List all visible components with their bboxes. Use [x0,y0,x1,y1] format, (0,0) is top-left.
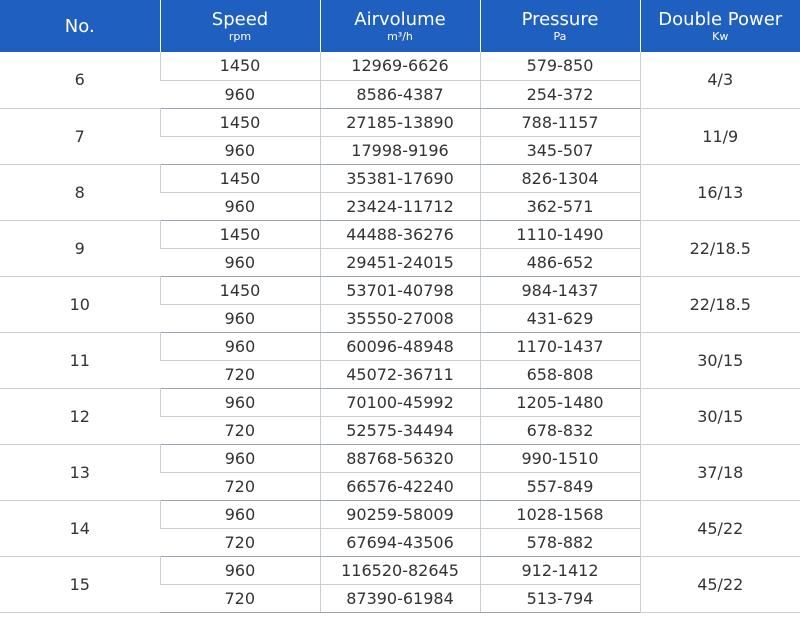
airvolume-cell: 87390-61984 [320,584,480,612]
pressure-cell: 1028-1568 [480,500,640,528]
table-row [0,332,800,360]
power-cell: 37/18 [640,444,800,500]
speed-cell: 720 [160,472,320,500]
pressure-cell: 557-849 [480,472,640,500]
table-row [0,108,800,136]
header-pressure [480,0,640,52]
airvolume-cell: 23424-11712 [320,192,480,220]
airvolume-cell: 12969-6626 [320,52,480,80]
header-speed-label: Speed [211,8,269,30]
airvolume-cell: 66576-42240 [320,472,480,500]
pressure-cell: 678-832 [480,416,640,444]
model-number-cell: 14 [0,500,160,556]
speed-cell: 1450 [160,276,320,304]
speed-cell: 960 [160,304,320,332]
speed-cell: 1450 [160,108,320,136]
airvolume-cell: 52575-34494 [320,416,480,444]
table-header [0,0,800,52]
pressure-cell: 788-1157 [480,108,640,136]
table-row [0,276,800,304]
header-airvolume [320,0,480,52]
header-power-label: Double Power [658,8,783,30]
speed-cell: 720 [160,360,320,388]
power-cell: 22/18.5 [640,276,800,332]
speed-cell: 720 [160,528,320,556]
model-number-cell: 13 [0,444,160,500]
pressure-cell: 431-629 [480,304,640,332]
header-airvolume-label: Airvolume [354,8,446,30]
table-row [0,220,800,248]
pressure-cell: 826-1304 [480,164,640,192]
airvolume-cell: 116520-82645 [320,556,480,584]
power-cell: 30/15 [640,332,800,388]
power-cell: 4/3 [640,52,800,108]
header-power-unit: Kw [712,29,729,43]
pressure-cell: 486-652 [480,248,640,276]
model-number-cell: 7 [0,108,160,164]
table-row [0,556,800,584]
speed-cell: 1450 [160,52,320,80]
header-speed-unit: rpm [228,29,252,43]
model-number-cell: 15 [0,556,160,612]
model-number-cell: 6 [0,52,160,108]
pressure-cell: 579-850 [480,52,640,80]
pressure-cell: 362-571 [480,192,640,220]
speed-cell: 960 [160,192,320,220]
header-no [0,0,160,52]
speed-cell: 720 [160,416,320,444]
table-row [0,164,800,192]
pressure-cell: 254-372 [480,80,640,108]
airvolume-cell: 44488-36276 [320,220,480,248]
pressure-cell: 1110-1490 [480,220,640,248]
pressure-cell: 578-882 [480,528,640,556]
power-cell: 11/9 [640,108,800,164]
pressure-cell: 513-794 [480,584,640,612]
header-airvolume-unit: m³/h [387,29,413,43]
header-pressure-label: Pressure [521,8,599,30]
table-row [0,52,800,80]
speed-cell: 960 [160,444,320,472]
pressure-cell: 990-1510 [480,444,640,472]
speed-cell: 1450 [160,164,320,192]
table-row [0,388,800,416]
table-row [0,500,800,528]
power-cell: 16/13 [640,164,800,220]
header-speed [160,0,320,52]
table-row [0,444,800,472]
header-pressure-unit: Pa [553,29,567,43]
header-no-label: No. [64,15,95,37]
speed-cell: 960 [160,80,320,108]
airvolume-cell: 45072-36711 [320,360,480,388]
airvolume-cell: 17998-9196 [320,136,480,164]
speed-cell: 960 [160,500,320,528]
speed-cell: 1450 [160,220,320,248]
airvolume-cell: 53701-40798 [320,276,480,304]
power-cell: 45/22 [640,500,800,556]
model-number-cell: 11 [0,332,160,388]
speed-cell: 960 [160,136,320,164]
pressure-cell: 1205-1480 [480,388,640,416]
model-number-cell: 8 [0,164,160,220]
pressure-cell: 912-1412 [480,556,640,584]
model-number-cell: 10 [0,276,160,332]
airvolume-cell: 29451-24015 [320,248,480,276]
airvolume-cell: 8586-4387 [320,80,480,108]
power-cell: 30/15 [640,388,800,444]
speed-cell: 960 [160,556,320,584]
airvolume-cell: 67694-43506 [320,528,480,556]
model-number-cell: 9 [0,220,160,276]
pressure-cell: 984-1437 [480,276,640,304]
power-cell: 22/18.5 [640,220,800,276]
speed-cell: 960 [160,248,320,276]
airvolume-cell: 35381-17690 [320,164,480,192]
speed-cell: 720 [160,584,320,612]
power-cell: 45/22 [640,556,800,612]
airvolume-cell: 90259-58009 [320,500,480,528]
airvolume-cell: 60096-48948 [320,332,480,360]
airvolume-cell: 88768-56320 [320,444,480,472]
table-body [0,52,800,612]
speed-cell: 960 [160,388,320,416]
pressure-cell: 345-507 [480,136,640,164]
header-power [640,0,800,52]
header-row [0,0,800,52]
pressure-cell: 658-808 [480,360,640,388]
airvolume-cell: 35550-27008 [320,304,480,332]
pressure-cell: 1170-1437 [480,332,640,360]
airvolume-cell: 70100-45992 [320,388,480,416]
airvolume-cell: 27185-13890 [320,108,480,136]
model-number-cell: 12 [0,388,160,444]
speed-cell: 960 [160,332,320,360]
